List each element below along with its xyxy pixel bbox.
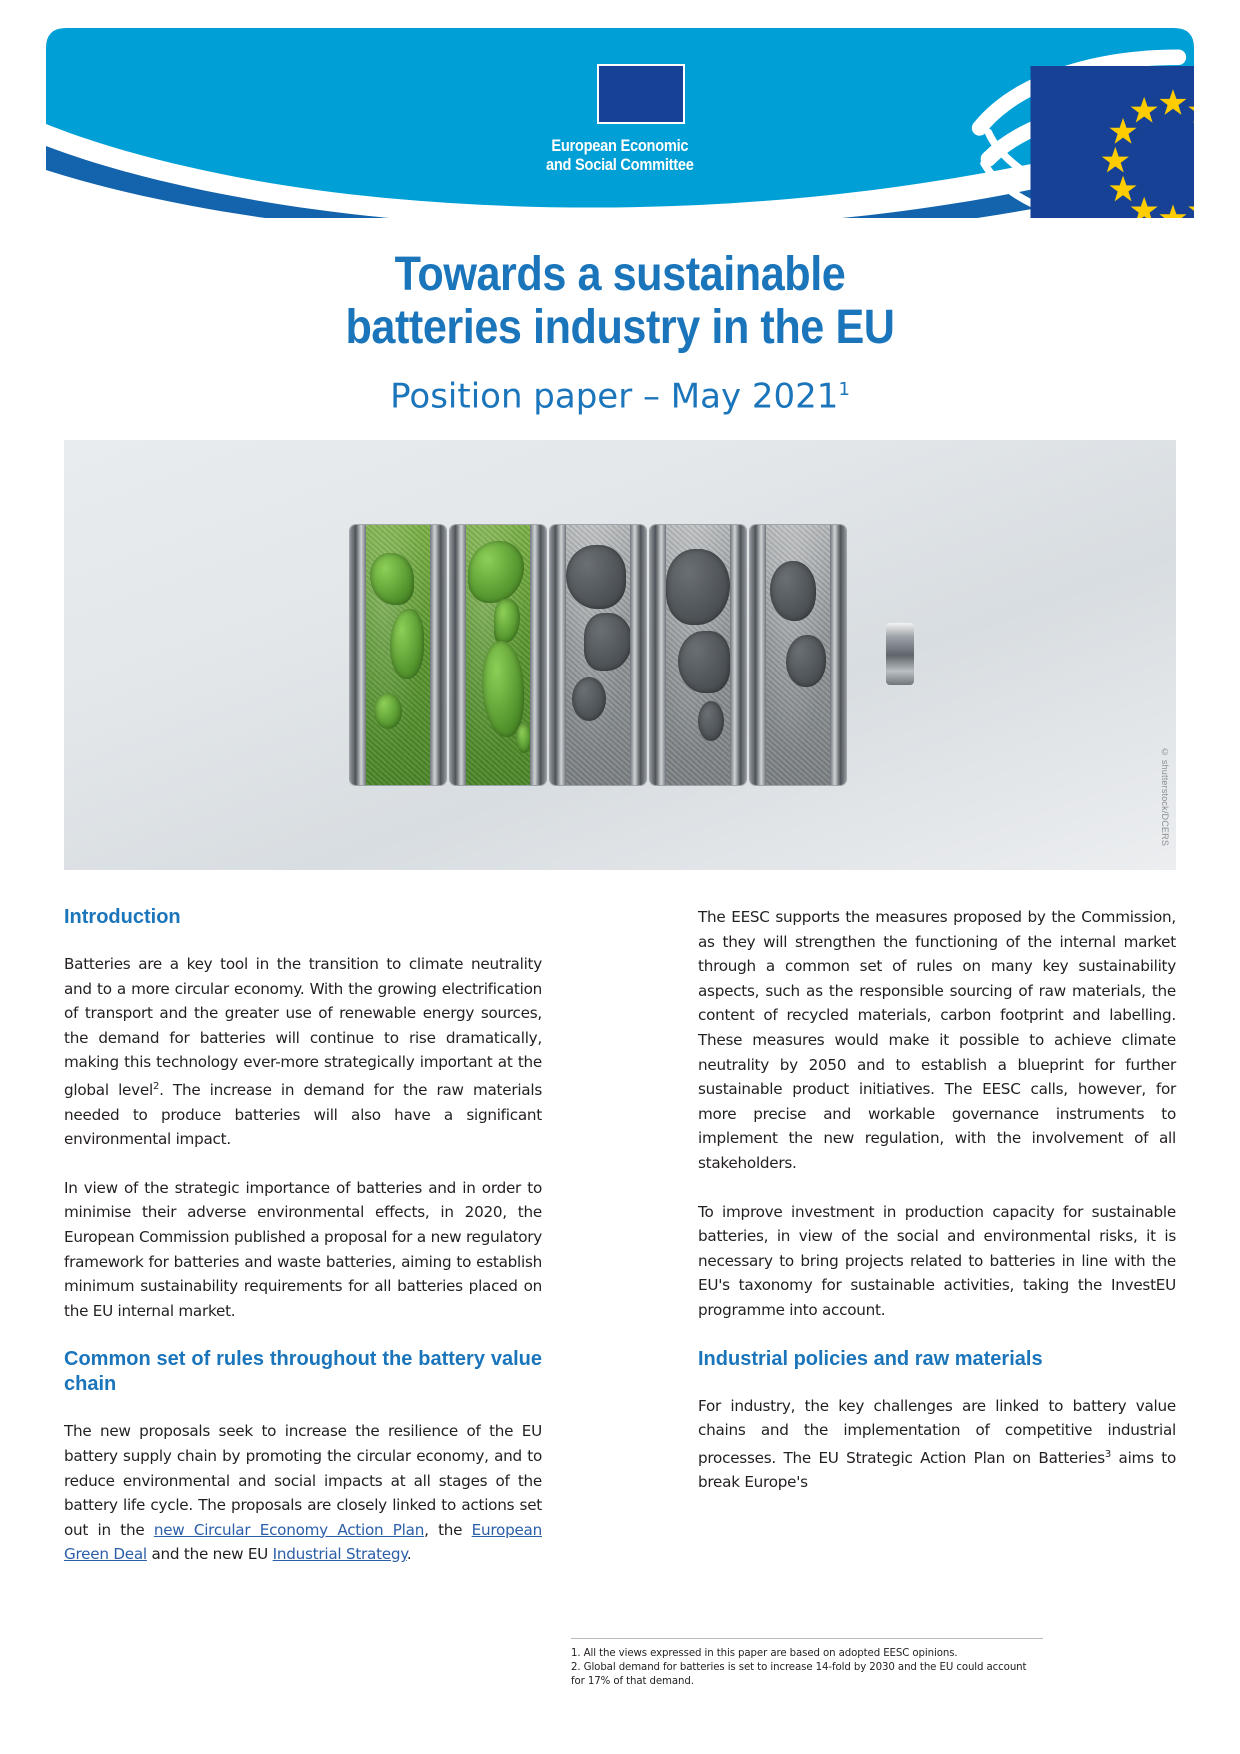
page-title-line-2: batteries industry in the EU [345, 301, 895, 354]
hero-image [64, 440, 1176, 870]
footnote-divider [571, 1638, 1043, 1639]
heading-introduction: Introduction [64, 906, 181, 928]
footnote-marker-3: 3 [1104, 1448, 1111, 1460]
battery-illustration [350, 525, 890, 785]
subtitle-footnote-marker: 1 [838, 379, 850, 400]
paragraph-intro-1-a: Batteries are a key tool in the transition to climate neutrality and to a more circular economy. With the growing electrification of transport and the greater use of renewable energy sources, the demand for batteries will continue to rise dramatically, making this technology ever-more strategically important at the global level [64, 955, 542, 1100]
battery-cell-4 [650, 525, 746, 785]
footnote-1: 1. All the views expressed in this paper are based on adopted EESC opinions. [571, 1648, 958, 1659]
organisation-line-1: European Economic [551, 136, 689, 155]
title-block [62, 248, 1178, 416]
heading-industrial-policies: Industrial policies and raw materials [698, 1347, 1043, 1370]
page-subtitle [62, 370, 1178, 416]
paragraph-industry-a: For industry, the key challenges are linked to battery value chains and the implementation of competitive industrial processes. The EU Strategic Action Plan on Batteries [698, 1396, 1176, 1467]
footnotes [571, 1638, 1043, 1689]
paragraph-industry-b: aims to break Europe's [698, 1448, 1176, 1492]
battery-terminal [886, 623, 914, 685]
heading-common-set-of-rules: Common set of rules throughout the battery value chain [64, 1348, 542, 1396]
right-column [698, 905, 1176, 1605]
image-credit: © shutterstock/DCERS [1160, 746, 1170, 846]
paragraph-common-rules-b: , the [424, 1520, 472, 1539]
paragraph-common-rules-d: . [406, 1545, 412, 1564]
paragraph-common-rules-a: The new proposals seek to increase the resilience of the EU battery supply chain by promoting the circular economy, and to reduce environmental and social impacts at all stages of the battery life cycle. The proposals are closely linked to actions set out in the [64, 1422, 542, 1539]
battery-cell-2 [450, 525, 546, 785]
paragraph-intro-1-b: . The increase in demand for the raw materials needed to produce batteries will also have a significant environmental impact. [64, 1081, 542, 1149]
link-industrial-strategy[interactable]: Industrial Strategy [272, 1545, 407, 1564]
paragraph-common-rules [64, 1419, 542, 1567]
paragraph-intro-2: In view of the strategic importance of batteries and in order to minimise their adverse environmental effects, in 2020, the European Commission published a proposal for a new regulatory framework for batteries and waste batteries, aiming to establish minimum sustainability requirements for all batteries placed on the EU internal market. [64, 1178, 542, 1320]
paragraph-investment: To improve investment in production capacity for sustainable batteries, in view of the social and environmental risks, it is necessary to bring projects related to batteries in line with the EU's taxonomy for sustainable activities, taking the InvestEU programme into account. [698, 1202, 1176, 1319]
organisation-line-2: and Social Committee [546, 155, 694, 174]
paragraph-industry [698, 1394, 1176, 1495]
battery-cell-3 [550, 525, 646, 785]
paragraph-intro-1 [64, 952, 542, 1152]
page-title [118, 248, 1122, 354]
battery-cell-5 [750, 525, 846, 785]
link-european-green-deal[interactable]: European Green Deal [64, 1520, 542, 1564]
body-columns [64, 905, 1176, 1605]
paragraph-common-rules-c: and the new EU [146, 1545, 273, 1564]
footnote-2: 2. Global demand for batteries is set to increase 14-fold by 2030 and the EU could account for 17% of that demand. [571, 1662, 1027, 1687]
link-circular-economy-action-plan[interactable]: new Circular Economy Action Plan [153, 1520, 425, 1539]
header-banner [46, 28, 1194, 218]
page-subtitle-text: Position paper – May 2021 [390, 376, 839, 417]
battery-cell-1 [350, 525, 446, 785]
left-column [64, 905, 542, 1605]
paragraph-eesc-supports: The EESC supports the measures proposed by the Commission, as they will strengthen the functioning of the internal market through a common set of rules on many key sustainability aspects, such as the responsible sourcing of raw materials, the content of recycled materials, carbon footprint and labelling. These measures would make it possible to achieve climate neutrality by 2050 and to establish a blueprint for further sustainable product initiatives. The EESC calls, however, for more precise and workable governance instruments to implement the new regulation, with the involvement of all stakeholders. [698, 908, 1176, 1172]
page-title-line-1: Towards a sustainable [394, 248, 846, 301]
footnote-marker-2: 2 [152, 1080, 160, 1092]
banner-waves [46, 28, 1194, 218]
